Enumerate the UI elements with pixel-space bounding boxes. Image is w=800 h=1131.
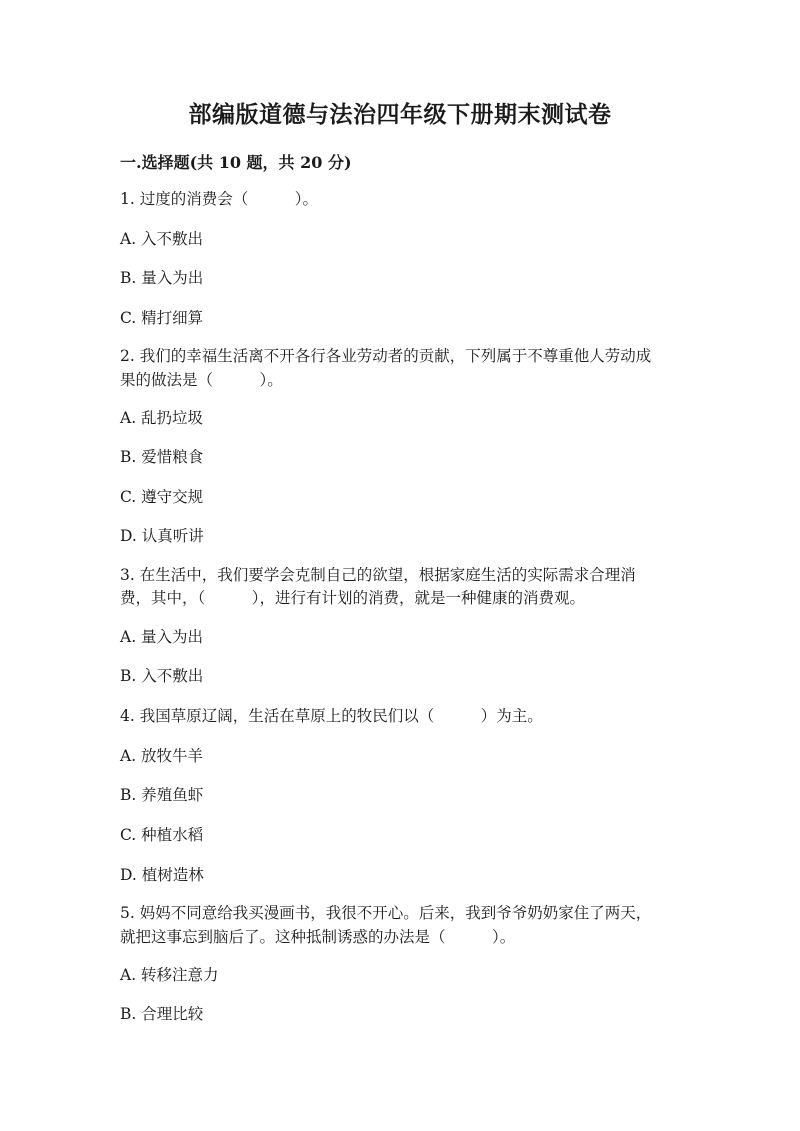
- question-3-option-a: A. 量入为出: [120, 628, 204, 646]
- question-4-option-b: B. 养殖鱼虾: [120, 786, 204, 804]
- question-1-stem: 1. 过度的消费会（ ）。: [120, 190, 318, 208]
- question-1-option-b: B. 量入为出: [120, 269, 204, 287]
- question-4-option-d: D. 植树造林: [120, 866, 204, 884]
- question-1-option-c: C. 精打细算: [120, 309, 204, 327]
- question-2-stem-line-1: 2. 我们的幸福生活离不开各行各业劳动者的贡献，下列属于不尊重他人劳动成: [120, 347, 652, 365]
- question-5-option-b: B. 合理比较: [120, 1005, 204, 1023]
- question-5-option-a: A. 转移注意力: [120, 966, 219, 984]
- question-2-option-c: C. 遵守交规: [120, 488, 204, 506]
- question-2-option-a: A. 乱扔垃圾: [120, 409, 204, 427]
- question-2-option-d: D. 认真听讲: [120, 527, 204, 545]
- page-title: 部编版道德与法治四年级下册期末测试卷: [188, 101, 612, 128]
- question-3-stem-line-1: 3. 在生活中，我们要学会克制自己的欲望，根据家庭生活的实际需求合理消: [120, 566, 636, 584]
- question-4-stem: 4. 我国草原辽阔，生活在草原上的牧民们以（ ）为主。: [120, 707, 543, 725]
- question-4-option-c: C. 种植水稻: [120, 826, 204, 844]
- question-4-option-a: A. 放牧牛羊: [120, 747, 204, 765]
- question-3-option-b: B. 入不敷出: [120, 667, 204, 685]
- question-2-option-b: B. 爱惜粮食: [120, 448, 204, 466]
- question-1-option-a: A. 入不敷出: [120, 230, 204, 248]
- question-5-stem-line-2: 就把这事忘到脑后了。这种抵制诱惑的办法是（ ）。: [120, 928, 516, 946]
- section-heading: 一.选择题(共 10 题，共 20 分): [120, 153, 352, 172]
- question-2-stem-line-2: 果的做法是（ ）。: [120, 371, 283, 389]
- question-3-stem-line-2: 费，其中，（ ），进行有计划的消费，就是一种健康的消费观。: [120, 589, 586, 607]
- question-5-stem-line-1: 5. 妈妈不同意给我买漫画书，我很不开心。后来，我到爷爷奶奶家住了两天，: [120, 904, 652, 922]
